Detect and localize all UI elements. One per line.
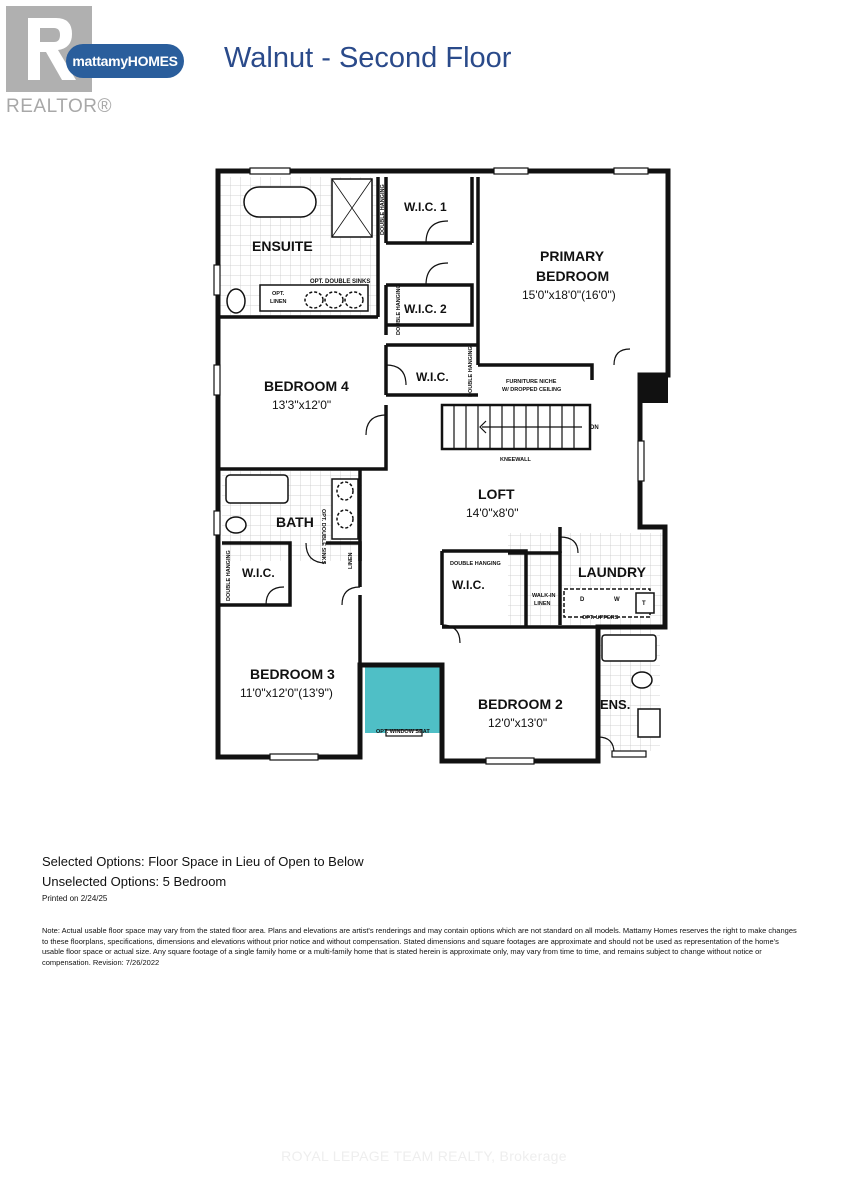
opt-linen-label-1: OPT. <box>272 291 285 297</box>
disclaimer-note: Note: Actual usable floor space may vary from the stated floor area. Plans and elevations are artist's renderings and may contain options which are not standard on all models. Mattamy Homes reserves the right to make changes to these floorplans, specifications, dimensions and elevations without prior notice and without compensation. Stated dimensions and square footages are approximate and should not be used as representation of the home's usable floor space or actual size. Any square footage of a single family home or a multi-family home that is stated herein is approximate only, may vary from time to time, and remains subject to change without notice or compensation. Revision: 7/26/2022 <box>42 926 797 967</box>
linen-label: LINEN <box>348 552 354 569</box>
double-hanging-label-5: DOUBLE HANGING <box>450 561 501 567</box>
furniture-niche-label-2: W/ DROPPED CEILING <box>502 387 562 393</box>
builder-logo: mattamyHOMES <box>66 44 184 78</box>
unselected-options: Unselected Options: 5 Bedroom <box>42 874 227 889</box>
wic-bed2-label: W.I.C. <box>452 578 485 592</box>
double-hanging-label-1: DOUBLE HANGING <box>380 184 386 235</box>
tub-label: T <box>642 601 646 607</box>
opt-double-sinks-label: OPT. DOUBLE SINKS <box>310 279 371 285</box>
walk-in-linen-label-1: WALK-IN <box>532 593 556 599</box>
double-hanging-label-2: DOUBLE HANGING <box>396 284 402 335</box>
tub-icon <box>244 187 316 217</box>
bedroom4-label: BEDROOM 4 <box>264 378 349 394</box>
brokerage-watermark: ROYAL LEPAGE TEAM REALTY, Brokerage <box>281 1148 567 1164</box>
printed-date: Printed on 2/24/25 <box>42 894 108 903</box>
bath-label: BATH <box>276 514 314 530</box>
window-seat-area <box>365 665 443 733</box>
bedroom4-dimensions: 13'3"x12'0" <box>272 398 332 412</box>
shower-tub-icon <box>602 635 656 661</box>
dryer-label: D <box>580 597 585 603</box>
toilet-icon <box>227 289 245 313</box>
wic-bed4-label: W.I.C. <box>416 370 449 384</box>
floor-plan-diagram <box>210 165 680 805</box>
bedroom3-dimensions: 11'0"x12'0"(13'9") <box>240 686 333 700</box>
laundry-label: LAUNDRY <box>578 564 646 580</box>
bath-toilet-icon <box>226 517 246 533</box>
bedroom3-label: BEDROOM 3 <box>250 666 335 682</box>
selected-options: Selected Options: Floor Space in Lieu of Open to Below <box>42 854 364 869</box>
ensuite-label: ENSUITE <box>252 238 313 254</box>
opt-uppers-label: OPT. UPPERS <box>582 615 619 621</box>
page-title: Walnut - Second Floor <box>224 42 512 74</box>
washer-label: W <box>614 597 620 603</box>
opt-window-seat-label: OPT. WINDOW SEAT <box>376 729 430 735</box>
primary-bedroom-label-2: BEDROOM <box>536 268 610 284</box>
stair-down-label: DN <box>590 425 599 431</box>
wic-bed3-label: W.I.C. <box>242 566 275 580</box>
wic1-label: W.I.C. 1 <box>404 200 447 214</box>
double-hanging-label-3: DOUBLE HANGING <box>468 346 474 397</box>
double-hanging-label-4: DOUBLE HANGING <box>226 550 232 601</box>
loft-dimensions: 14'0"x8'0" <box>466 506 519 520</box>
kneewall-label: KNEEWALL <box>500 457 531 463</box>
primary-bedroom-label: PRIMARY <box>540 248 605 264</box>
bath-opt-double-sinks-label: OPT. DOUBLE SINKS <box>320 509 326 565</box>
realtor-logo-text: REALTOR® <box>6 96 112 117</box>
staircase <box>442 405 590 449</box>
chase-block <box>640 373 668 403</box>
primary-bedroom-dimensions: 15'0"x18'0"(16'0") <box>522 288 616 302</box>
ens-toilet-icon <box>632 672 652 688</box>
wic2-label: W.I.C. 2 <box>404 302 447 316</box>
bedroom2-label: BEDROOM 2 <box>478 696 563 712</box>
loft-label: LOFT <box>478 486 515 502</box>
bathtub-icon <box>226 475 288 503</box>
furniture-niche-label-1: FURNITURE NICHE <box>506 379 557 385</box>
options-section <box>42 852 364 892</box>
opt-linen-label-2: LINEN <box>270 299 287 305</box>
ens-label: ENS. <box>600 697 631 712</box>
bedroom2-dimensions: 12'0"x13'0" <box>488 716 548 730</box>
walk-in-linen-label-2: LINEN <box>534 601 551 607</box>
